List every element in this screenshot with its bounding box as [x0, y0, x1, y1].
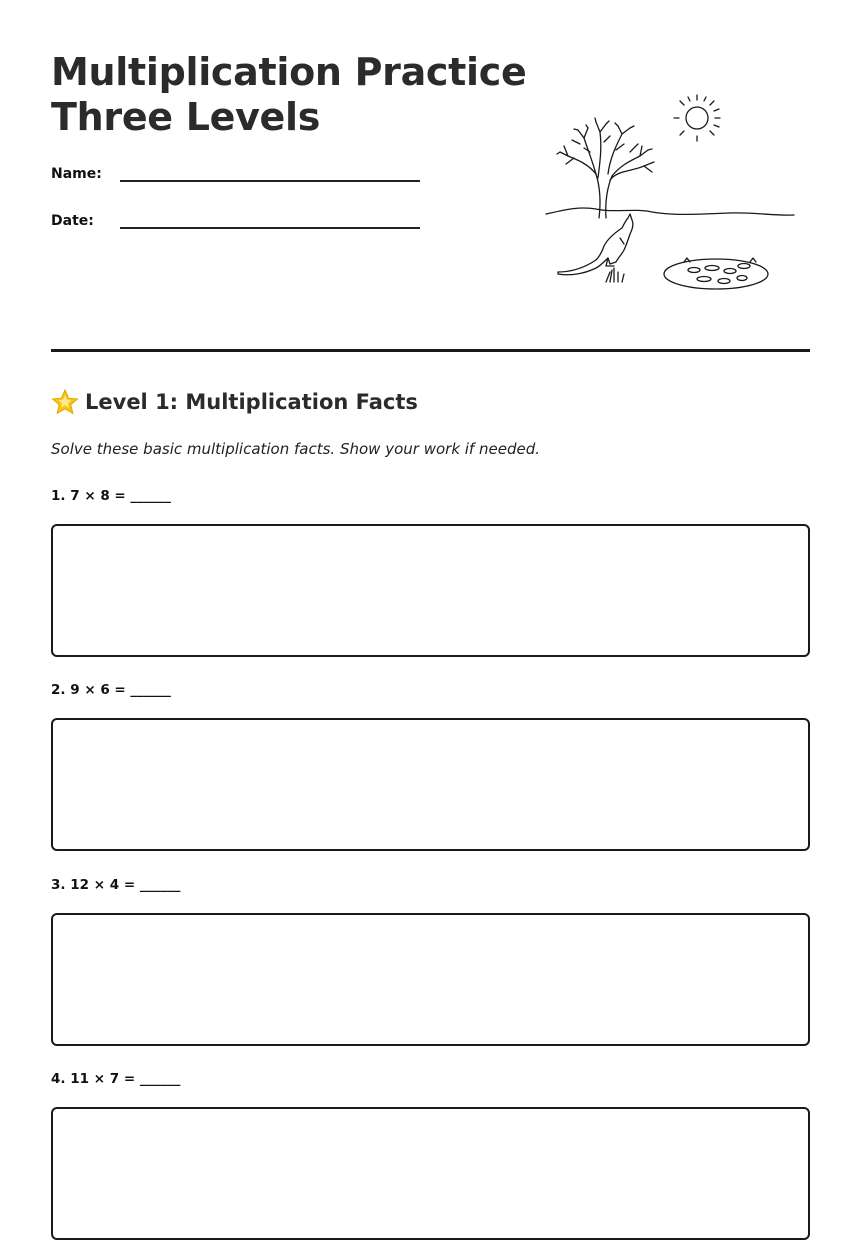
- name-label: Name:: [51, 166, 102, 182]
- level1-heading: [51, 388, 418, 422]
- outback-scene-icon: [544, 92, 797, 292]
- level1-instructions: Solve these basic multiplication facts. Show your work if needed.: [51, 440, 540, 458]
- title-line-2: Three Levels: [51, 95, 321, 139]
- name-answer-line[interactable]: [120, 180, 420, 182]
- work-area[interactable]: [51, 1107, 810, 1240]
- date-answer-line[interactable]: [120, 227, 420, 229]
- date-label: Date:: [51, 213, 94, 229]
- tree-icon: [557, 118, 654, 218]
- grass-icon: [606, 268, 624, 282]
- worksheet-title: [51, 50, 526, 140]
- pond-icon: [664, 258, 768, 289]
- section-divider: [51, 349, 810, 352]
- date-field[interactable]: [51, 213, 431, 243]
- horizon-line: [546, 208, 794, 215]
- name-field[interactable]: [51, 166, 431, 196]
- sun-icon: [674, 95, 720, 141]
- worksheet-page: [51, 0, 810, 1161]
- problem-prompt: 1. 7 × 8 = ______: [51, 488, 171, 504]
- problem-prompt: 2. 9 × 6 = ______: [51, 682, 171, 698]
- star-icon: [51, 388, 79, 416]
- level1-heading-text: Level 1: Multiplication Facts: [85, 390, 418, 414]
- title-line-1: Multiplication Practice: [51, 50, 527, 94]
- problem-prompt: 3. 12 × 4 = ______: [51, 877, 181, 893]
- work-area[interactable]: [51, 718, 810, 851]
- kangaroo-icon: [558, 214, 633, 275]
- problem-prompt: 4. 11 × 7 = ______: [51, 1071, 181, 1087]
- work-area[interactable]: [51, 524, 810, 657]
- work-area[interactable]: [51, 913, 810, 1046]
